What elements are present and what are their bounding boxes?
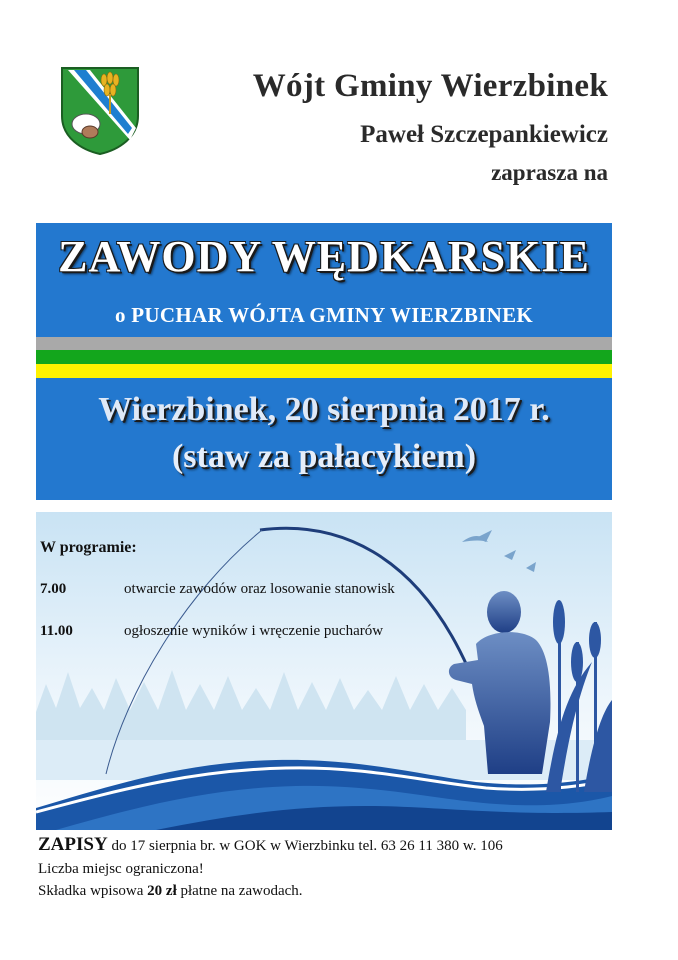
event-subtitle: o PUCHAR WÓJTA GMINY WIERZBINEK (114, 303, 534, 327)
header-name: Paweł Szczepankiewicz (360, 121, 608, 148)
registration-label: ZAPISY (38, 834, 108, 855)
program-heading: W programie: (40, 539, 137, 556)
event-place: (staw za pałacykiem) (171, 438, 477, 475)
angler-illustration-icon (36, 512, 612, 830)
fee-amount: 20 zł (147, 883, 177, 899)
event-title: ZAWODY WĘDKARSKIE (58, 232, 590, 281)
header-invite: zaprasza na (491, 160, 608, 185)
event-date: Wierzbinek, 20 sierpnia 2017 r. (98, 391, 550, 428)
program-text: ogłoszenie wyników i wręczenie pucharów (124, 623, 384, 639)
flag-stripe-gray (36, 337, 612, 350)
flag-stripe-yellow (36, 364, 612, 378)
event-banner (36, 223, 612, 500)
program-text: otwarcie zawodów oraz losowanie stanowisk (124, 581, 395, 597)
registration-info (38, 834, 503, 856)
limited-places-note: Liczba miejsc ograniczona! (38, 861, 204, 877)
registration-text: do 17 sierpnia br. w GOK w Wierzbinku tel. 63 26 11 380 w. 106 (107, 838, 503, 854)
flag-stripe-green (36, 350, 612, 364)
program-item (40, 581, 395, 598)
fee-note (38, 883, 303, 900)
program-time: 11.00 (40, 623, 73, 639)
header-title: Wójt Gminy Wierzbinek (252, 68, 608, 104)
fee-text-after: płatne na zawodach. (176, 883, 303, 899)
program-time: 7.00 (40, 581, 67, 597)
program-item (40, 623, 383, 640)
coat-of-arms-icon (60, 66, 140, 156)
fee-text-before: Składka wpisowa (38, 883, 148, 899)
